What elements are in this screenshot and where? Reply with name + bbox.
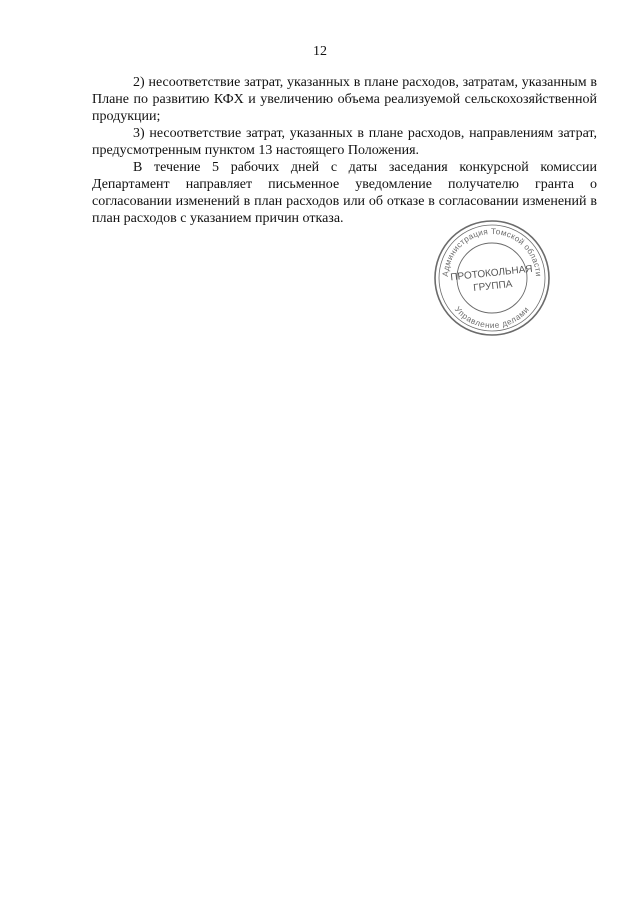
official-stamp xyxy=(433,219,551,337)
stamp-center-line2: ГРУППА xyxy=(472,278,513,294)
paragraph-item-2: 2) несоответствие затрат, указанных в плане расходов, затратам, указанным в Плане по развитию КФХ и увеличению объема реализуемой сельскохозяйственной продукции; xyxy=(92,75,597,124)
stamp-center-line1: ПРОТОКОЛЬНАЯ xyxy=(449,263,534,284)
paragraph-notification: В течение 5 рабочих дней с даты заседания конкурсной комиссии Департамент направляет письменное уведомление получателю гранта о согласовании изменений в план расходов или об отказе в согласовании изменений в план расходов с указанием причин отказа. xyxy=(92,160,597,226)
paragraph-item-3: 3) несоответствие затрат, указанных в плане расходов, направлениям затрат, предусмотренным пунктом 13 настоящего Положения. xyxy=(92,126,597,158)
stamp-top-arc: Администрация Томской области xyxy=(440,226,544,278)
body-text xyxy=(92,74,597,227)
stamp-seal-icon xyxy=(433,219,551,337)
stamp-bottom-arc: Управление делами xyxy=(452,304,532,331)
page-number: 12 xyxy=(313,44,327,59)
svg-text:Управление делами xyxy=(453,305,531,330)
